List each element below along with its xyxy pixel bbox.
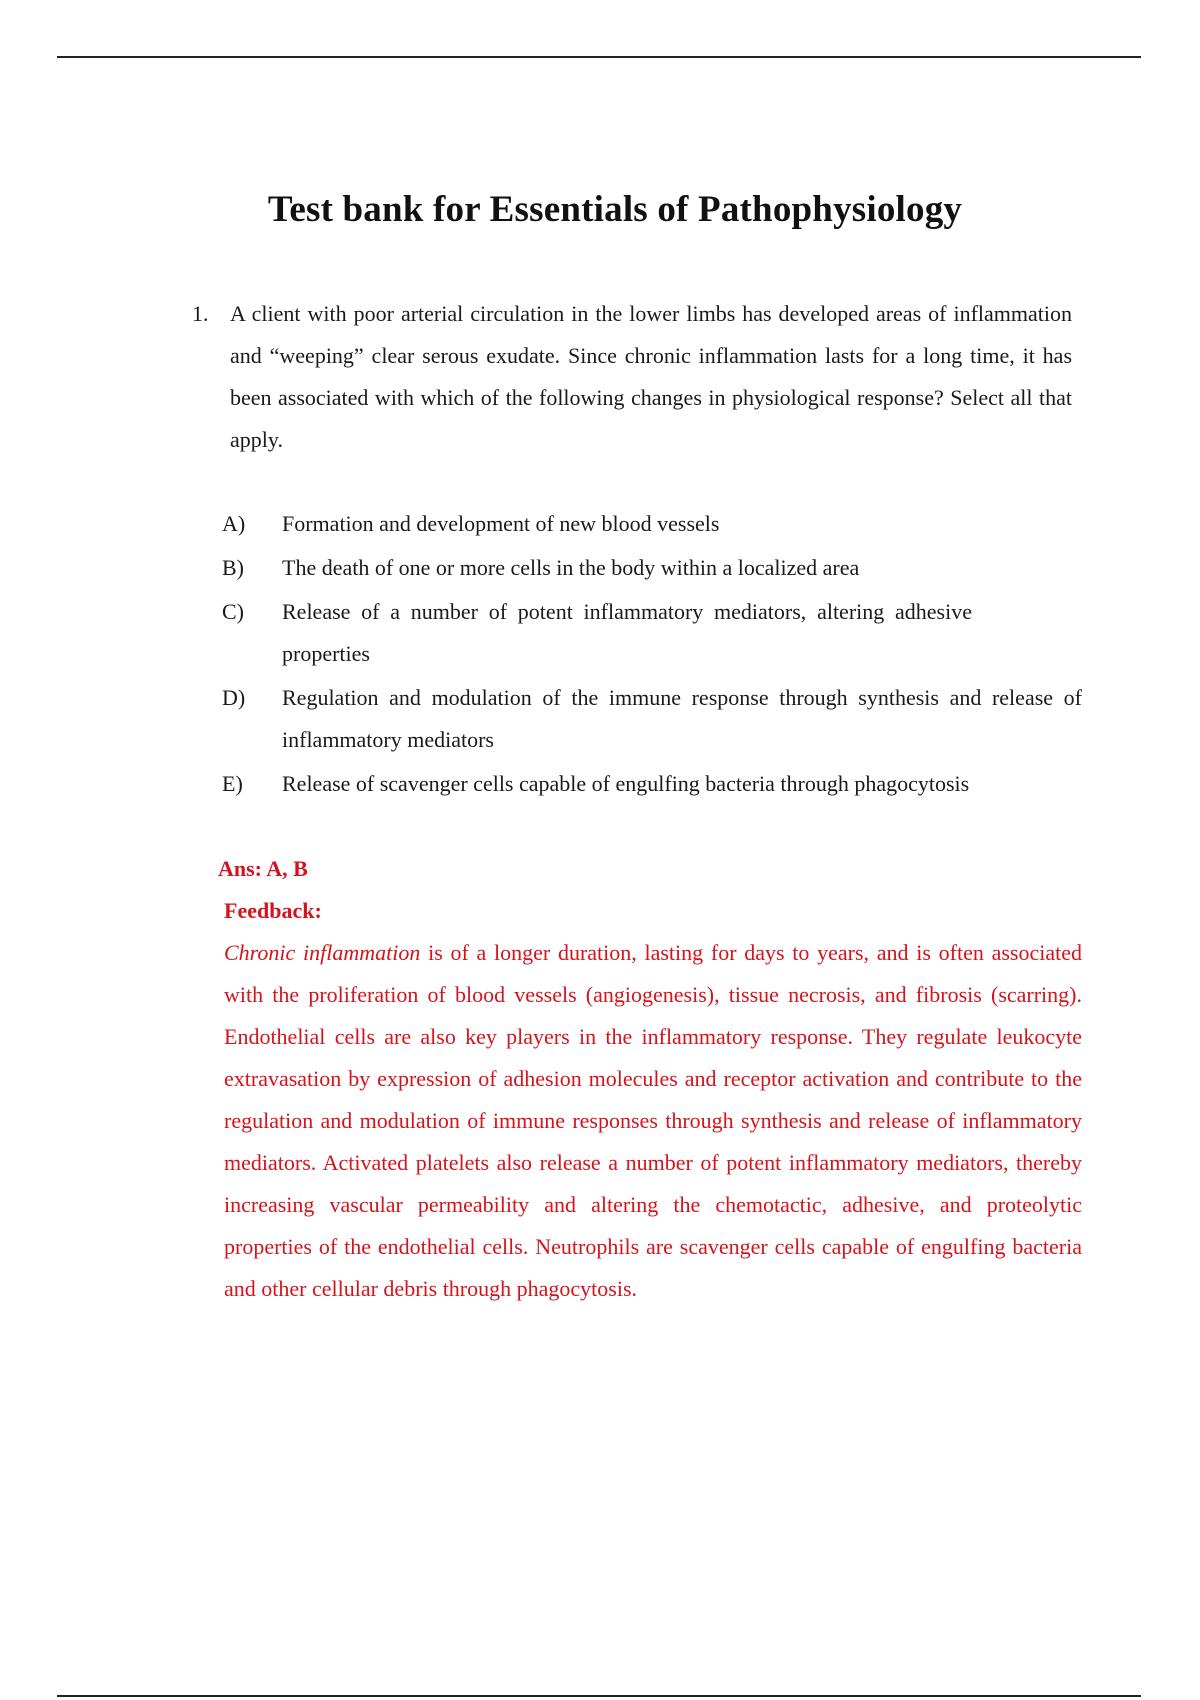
option-letter: E): [222, 771, 243, 796]
footer-rule: [57, 1695, 1141, 1697]
feedback-text: [224, 932, 1082, 1310]
header-rule: [57, 56, 1141, 58]
answer-options: [222, 503, 1082, 807]
option-text: Release of a number of potent inflammatory mediators, altering adhesive properties: [282, 599, 972, 666]
option-letter: D): [222, 685, 246, 710]
question-stem: A client with poor arterial circulation in the lower limbs has developed areas of inflammation and “weeping” clear serous exudate. Since chronic inflammation lasts for a long time, it has been associated with which of the following changes in physiological response? Select all that apply.: [230, 301, 1072, 452]
option-b: [222, 547, 1082, 589]
option-text: Release of scavenger cells capable of engulfing bacteria through phagocytosis: [282, 771, 970, 796]
feedback-body: is of a longer duration, lasting for days to years, and is often associated with the proliferation of blood vessels (angiogenesis), tissue necrosis, and fibrosis (scarring). Endothelial cells are also key players in the inflammatory response. They regulate leukocyte extravasation by expression of adhesion molecules and receptor activation and contribute to the regulation and modulation of immune responses through synthesis and release of inflammatory mediators. Activated platelets also release a number of potent inflammatory mediators, thereby increasing vascular permeability and altering the chemotactic, adhesive, and proteolytic properties of the endothelial cells. Neutrophils are scavenger cells capable of engulfing bacteria and other cellular debris through phagocytosis.: [224, 940, 1082, 1301]
answer-block: [218, 848, 1082, 1310]
option-letter: B): [222, 555, 244, 580]
option-text: Regulation and modulation of the immune response through synthesis and release of inflammatory mediators: [282, 685, 1082, 752]
option-c: [222, 591, 1082, 675]
question-number: 1.: [192, 301, 209, 326]
option-text: Formation and development of new blood vessels: [282, 511, 720, 536]
option-a: [222, 503, 1082, 545]
option-letter: C): [222, 599, 244, 624]
option-text: The death of one or more cells in the body within a localized area: [282, 555, 860, 580]
feedback-label: Feedback:: [224, 898, 322, 923]
option-e: [222, 763, 1082, 805]
option-d: [222, 677, 1082, 761]
feedback-term: Chronic inflammation: [224, 940, 421, 965]
answer-key: Ans: A, B: [218, 856, 308, 881]
option-letter: A): [222, 511, 246, 536]
document-title: Test bank for Essentials of Pathophysiology: [267, 189, 963, 230]
